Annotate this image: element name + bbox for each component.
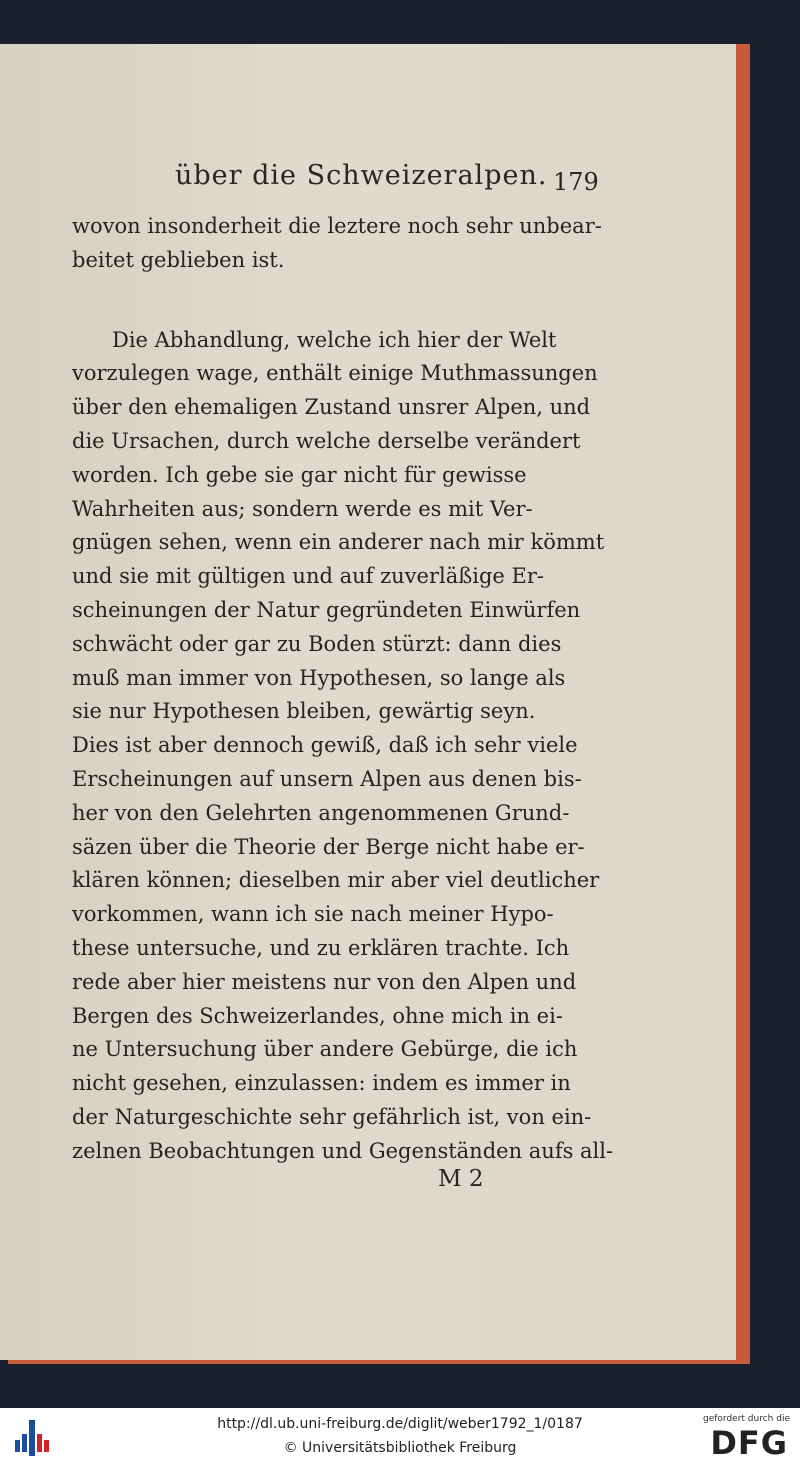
copyright-notice: © Universitätsbibliothek Freiburg [283, 1440, 517, 1456]
footer [0, 1408, 800, 1464]
signature-mark: M 2 [438, 1166, 484, 1192]
text-line: Bergen des Schweizerlandes, ohne mich in ei- [72, 1003, 563, 1028]
text-line: gnügen sehen, wenn ein anderer nach mir kömmt [72, 530, 605, 555]
running-head: über die Schweizeralpen. [175, 160, 548, 191]
funding-note: gefordert durch die [703, 1414, 790, 1424]
text-line: Erscheinungen auf unsern Alpen aus denen bis- [72, 766, 582, 791]
text-line: vorkommen, wann ich sie nach meiner Hypo- [72, 902, 554, 927]
text-line: zelnen Beobachtungen und Gegenständen aufs all- [72, 1138, 614, 1163]
text-line: worden. Ich gebe sie gar nicht für gewisse [72, 462, 527, 487]
permalink[interactable]: http://dl.ub.uni-freiburg.de/diglit/weber1792_1/0187 [217, 1416, 583, 1432]
text-line: beitet geblieben ist. [72, 247, 285, 272]
text-line: nicht gesehen, einzulassen: indem es immer in [72, 1071, 571, 1096]
dfg-logo: DFG [710, 1424, 788, 1462]
text-line: Die Abhandlung, welche ich hier der Welt [112, 327, 557, 352]
text-line: her von den Gelehrten angenommenen Grund- [72, 800, 570, 825]
text-line: über den ehemaligen Zustand unsrer Alpen, und [72, 395, 591, 420]
text-line: und sie mit gültigen und auf zuverläßige Er- [72, 564, 544, 589]
body-text [72, 210, 614, 1169]
text-line: wovon insonderheit die leztere noch sehr unbear- [72, 214, 602, 238]
text-line: der Naturgeschichte sehr gefährlich ist, von ein- [72, 1104, 592, 1129]
text-line: Wahrheiten aus; sondern werde es mit Ver- [72, 496, 533, 521]
text-line: sie nur Hypothesen bleiben, gewärtig seyn. [72, 699, 536, 724]
text-line: klären können; dieselben mir aber viel deutlicher [72, 868, 600, 893]
text-line: säzen über die Theorie der Berge nicht habe er- [72, 834, 585, 859]
text-line: these untersuche, und zu erklären trachte. Ich [72, 935, 570, 960]
text-line: vorzulegen wage, enthält einige Muthmassungen [72, 361, 598, 386]
text-line: ne Untersuchung über andere Gebürge, die ich [72, 1037, 578, 1062]
text-line: muß man immer von Hypothesen, so lange als [72, 665, 566, 690]
text-line: rede aber hier meistens nur von den Alpen und [72, 969, 577, 994]
text-line: schwächt oder gar zu Boden stürzt: dann dies [72, 631, 562, 656]
text-line: scheinungen der Natur gegründeten Einwürfen [72, 597, 581, 622]
text-line: die Ursachen, durch welche derselbe verändert [72, 428, 581, 453]
text-line: Dies ist aber dennoch gewiß, daß ich sehr viele [72, 733, 578, 758]
page-number: 179 [553, 168, 599, 196]
